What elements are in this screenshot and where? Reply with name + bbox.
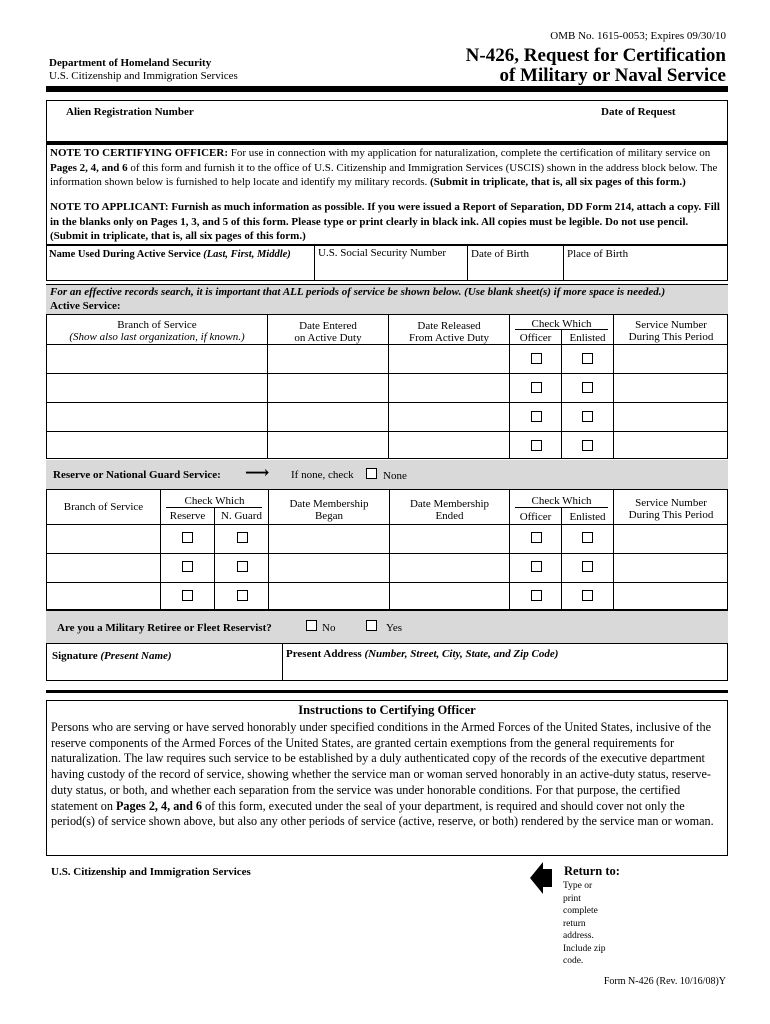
reserve-officer-checkbox-1[interactable]: [531, 532, 542, 543]
active-enlisted-checkbox-4[interactable]: [582, 440, 593, 451]
retiree-question: Are you a Military Retiree or Fleet Reservist?: [57, 622, 272, 634]
none-label: None: [383, 470, 407, 482]
enlisted-header: Enlisted: [569, 332, 606, 344]
department-name: Department of Homeland Security: [49, 57, 212, 69]
active-officer-checkbox-3[interactable]: [531, 411, 542, 422]
active-officer-checkbox-4[interactable]: [531, 440, 542, 451]
membership-began-header: Date Membership: [289, 498, 369, 510]
if-none-text: If none, check: [291, 469, 354, 481]
ssn-field[interactable]: [315, 245, 467, 281]
effective-search-note: For an effective records search, it is important that ALL periods of service be shown below. (Use blank sheet(s) if more space is needed.): [50, 286, 666, 298]
form-subtitle: of Military or Naval Service: [499, 65, 726, 86]
reserve-checkbox-1[interactable]: [182, 532, 193, 543]
instructions-title: Instructions to Certifying Officer: [298, 703, 476, 717]
active-enlisted-checkbox-1[interactable]: [582, 353, 593, 364]
reserve-enlisted-checkbox-2[interactable]: [582, 561, 593, 572]
dob-label: Date of Birth: [471, 248, 530, 260]
arrow-right-icon: ⟶: [245, 463, 270, 482]
reserve-checkbox-3[interactable]: [182, 590, 193, 601]
check-which-header: Check Which: [531, 318, 592, 330]
service-number-header: Service Number: [635, 319, 707, 331]
header-rule: [46, 86, 728, 92]
nguard-checkbox-2[interactable]: [237, 561, 248, 572]
reserve-enlisted-checkbox-1[interactable]: [582, 532, 593, 543]
agency-name: U.S. Citizenship and Immigration Services: [49, 70, 238, 82]
retiree-no-label: No: [322, 622, 336, 634]
reserve-service-number-header: Service Number: [635, 497, 707, 509]
place-of-birth-field[interactable]: [564, 245, 728, 281]
active-branch-header: Branch of Service: [117, 319, 197, 331]
active-branch-hint: (Show also last organization, if known.): [69, 331, 245, 343]
ssn-label: U.S. Social Security Number: [318, 247, 447, 259]
active-branch-input-3[interactable]: [47, 403, 267, 431]
date-of-birth-field[interactable]: [468, 245, 563, 281]
active-officer-checkbox-2[interactable]: [531, 382, 542, 393]
retiree-yes-label: Yes: [386, 622, 403, 634]
reserve-none-checkbox[interactable]: [366, 468, 377, 479]
form-title: N-426, Request for Certification: [465, 45, 726, 66]
note-certifying-officer: NOTE TO CERTIFYING OFFICER: For use in connection with my application for naturalization, complete the certification of military service on Pages 2, 4, and 6 of this form and furnish it to the office of U.S. Citizenship and Immigration Services (USCIS) shown in the address block below. The information shown below is furnished to help locate and identify my military records. (Submit in triplicate, that is, all six pages of this form.): [50, 147, 718, 188]
reserve-officer-header: Officer: [519, 511, 552, 523]
active-branch-input-4[interactable]: [47, 432, 267, 459]
active-officer-checkbox-1[interactable]: [531, 353, 542, 364]
section-rule: [46, 690, 728, 693]
present-address-field[interactable]: Present Address (Number, Street, City, State, and Zip Code): [286, 648, 559, 660]
signature-label: Signature: [52, 650, 98, 662]
membership-ended-header: Date Membership: [409, 498, 490, 510]
date-of-request-label: Date of Request: [601, 106, 676, 118]
return-to-label: Return to:: [564, 864, 620, 878]
alien-registration-label: Alien Registration Number: [66, 106, 194, 118]
reserve-check-which-2-header: Check Which: [531, 495, 592, 507]
officer-header: Officer: [519, 332, 552, 344]
pob-label: Place of Birth: [567, 248, 629, 260]
omb-number: OMB No. 1615-0053; Expires 09/30/10: [550, 30, 726, 42]
date-entered-header: Date Entered: [299, 320, 357, 332]
reserve-enlisted-header: Enlisted: [569, 511, 606, 523]
reserve-officer-checkbox-3[interactable]: [531, 590, 542, 601]
reserve-branch-input-1[interactable]: [47, 525, 160, 553]
active-enlisted-checkbox-2[interactable]: [582, 382, 593, 393]
address-label: Present Address: [286, 648, 362, 660]
form-number: Form N-426 (Rev. 10/16/08)Y: [603, 976, 726, 987]
reserve-branch-header: Branch of Service: [63, 501, 144, 513]
return-hint: Type or print complete return address. Include zip code.: [563, 881, 606, 966]
reserve-branch-input-3[interactable]: [47, 583, 160, 610]
instructions-text: Persons who are serving or have served honorably under specified conditions in the Armed Forces of the United States, inclusive of the reserve components of the Armed Forces of the United States, are granted certain exemptions from the general requirements for naturalization. The law requires such service to be established by a duly authenticated copy of the records of the executive department having custody of the record of service, showing whether the service man or woman served honorably in an active-duty status, reserve-duty status, or both, and whether each separation from the service was under honorable conditions. For that purpose, the certified statement on Pages 2, 4, and 6 of this form, executed under the seal of your department, is required and should cover not only the period(s) of service shown above, but also any other periods of service (active, reserve, or both) rendered by the service man or woman.: [51, 720, 714, 829]
reserve-checkbox-2[interactable]: [182, 561, 193, 572]
nguard-checkbox-1[interactable]: [237, 532, 248, 543]
reserve-officer-checkbox-2[interactable]: [531, 561, 542, 572]
uscis-address-label: U.S. Citizenship and Immigration Services: [51, 866, 251, 878]
nguard-checkbox-3[interactable]: [237, 590, 248, 601]
signature-field[interactable]: Signature (Present Name): [52, 650, 172, 662]
retiree-no-checkbox[interactable]: [306, 620, 317, 631]
reserve-label: Reserve or National Guard Service:: [53, 469, 221, 481]
arrow-left-icon: [530, 862, 552, 894]
return-address-field[interactable]: [555, 880, 725, 970]
reserve-branch-input-2[interactable]: [47, 554, 160, 582]
name-active-service-field[interactable]: Name Used During Active Service (Last, First, Middle): [49, 249, 291, 260]
date-released-header: Date Released: [417, 320, 481, 332]
name-active-service-label: Name Used During Active Service: [49, 249, 201, 260]
active-branch-input-1[interactable]: [47, 345, 267, 373]
reserve-header: Reserve: [169, 510, 206, 522]
reserve-check-which-header: Check Which: [184, 495, 245, 507]
retiree-yes-checkbox[interactable]: [366, 620, 377, 631]
reserve-enlisted-checkbox-3[interactable]: [582, 590, 593, 601]
active-enlisted-checkbox-3[interactable]: [582, 411, 593, 422]
active-branch-input-2[interactable]: [47, 374, 267, 402]
date-of-request-field[interactable]: [387, 100, 728, 142]
active-service-label: Active Service:: [50, 300, 121, 312]
nguard-header: N. Guard: [221, 510, 262, 522]
alien-registration-number-field[interactable]: [46, 100, 387, 142]
note-applicant: NOTE TO APPLICANT: Furnish as much information as possible. If you were issued a Report of Separation, DD Form 214, attach a copy. Fill in the blanks only on Pages 1, 3, and 5 of this form. Please type or print clearly in black ink. All copies must be legible. Do not use pencil. (Submit in triplicate, that is, all six pages of this form.): [50, 201, 720, 242]
